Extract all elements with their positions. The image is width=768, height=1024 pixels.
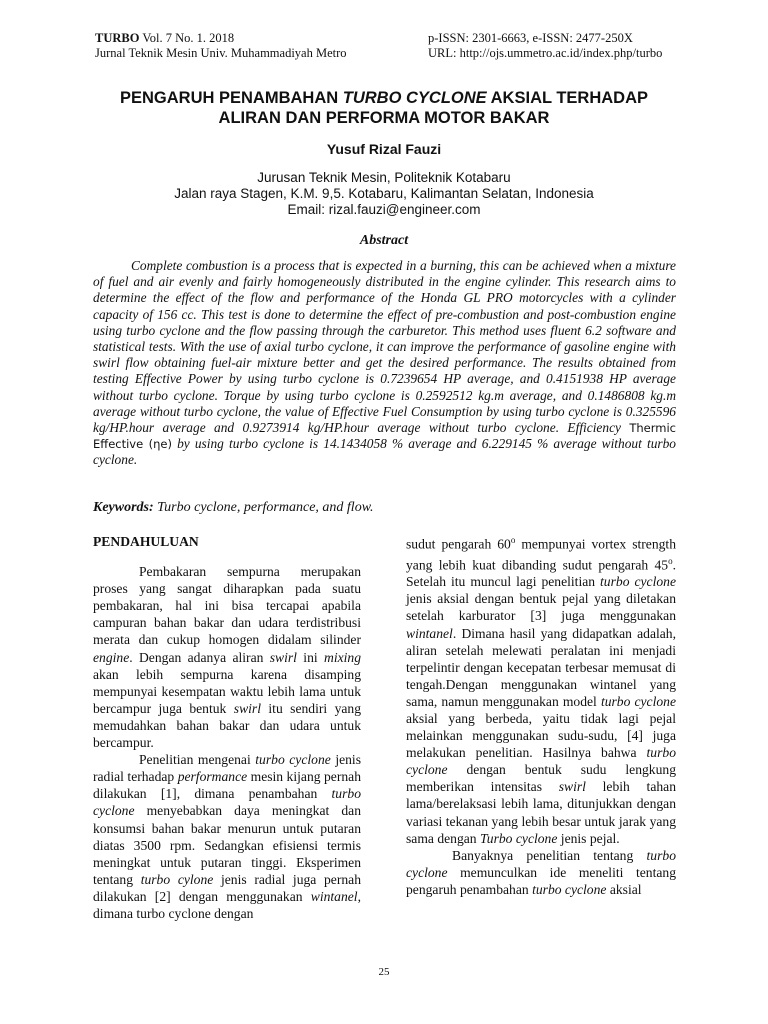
journal-url[interactable]: URL: http://ojs.ummetro.ac.id/index.php/turbo bbox=[428, 46, 663, 60]
affiliation-dept: Jurusan Teknik Mesin, Politeknik Kotabaru bbox=[257, 170, 511, 185]
body-paragraph: Banyaknya penelitian tentang turbo cyclone memunculkan ide meneliti tentang pengaruh penambahan turbo cyclone aksial bbox=[406, 847, 676, 897]
journal-name: TURBO bbox=[95, 31, 140, 45]
page-number: 25 bbox=[378, 966, 390, 978]
keywords bbox=[93, 500, 676, 516]
body-paragraph: Pembakaran sempurna merupakan proses yang sangat diharapkan pada suatu pembakaran, hal ini bisa tercapai apabila campuran bahan bakar dan udara terdistribusi merata dan cukup homogen didalam silinder engine. Dengan adanya aliran swirl ini mixing akan lebih sempurna karena disamping mempunyai kesempatan waktu lebih lama untuk bercampur juga bentuk swirl itu sendiri yang memudahkan bahan bakar dan udara untuk bercampur. bbox=[93, 564, 362, 751]
author-email[interactable]: Email: rizal.fauzi@engineer.com bbox=[287, 202, 481, 217]
affiliation bbox=[60, 170, 708, 218]
running-header-right bbox=[428, 31, 662, 61]
paper-title: PENGARUH PENAMBAHAN TURBO CYCLONE AKSIAL TERHADAP ALIRAN DAN PERFORMA MOTOR BAKAR bbox=[119, 89, 649, 127]
body-paragraph: Penelitian mengenai turbo cyclone jenis radial terhadap performance mesin kijang pernah dilakukan [1], dimana penambahan turbo cyclone menyebabkan daya meningkat dan konsumsi bahan bakar menurun untuk putaran diatas 3500 rpm. Sedangkan efisiensi termis meningkat untuk putaran tinggi. Eksperimen tentang turbo cylone jenis radial juga pernah dilakukan [2] dengan menggunakan wintanel, dimana turbo cyclone dengan bbox=[93, 752, 361, 921]
journal-issn: p-ISSN: 2301-6663, e-ISSN: 2477-250X bbox=[428, 31, 633, 45]
keywords-label: Keywords: bbox=[93, 500, 154, 515]
affiliation-address: Jalan raya Stagen, K.M. 9,5. Kotabaru, Kalimantan Selatan, Indonesia bbox=[174, 186, 594, 201]
section-heading: PENDAHULUAN bbox=[93, 534, 199, 549]
abstract-heading: Abstract bbox=[359, 233, 409, 248]
running-header-left bbox=[95, 31, 347, 61]
abstract-body: Complete combustion is a process that is expected in a burning, this can be achieved when a mixture of fuel and air evenly and fairly homogeneously distributed in the engine cylinder. This research aims to determine the effect of the flow and performance of the Honda GL PRO motorcycles with a cylinder capacity of 156 cc. This test is done to determine the effect of pre-combustion and post-combustion engine using turbo cyclone and the flow passing through the carburetor. This method uses fluent 6.2 software and statistical tests. With the use of axial turbo cyclone, it can improve the performance of gasoline engine with swirl flow obtaining fuel-air mixture better and get the desired performance. The results obtained from testing Effective Power by using turbo cyclone is 0.7239654 HP average, and 0.4151938 HP average without turbo cyclone. Torque by using turbo cyclone is 0.2592512 kg.m average, and 0.1486808 kg.m average without turbo cyclone, the value of Effective Fuel Consumption by using turbo cyclone is 0.325596 kg/HP.hour average and 0.9273914 kg/HP.hour average without turbo cyclone. Efficiency Thermic Effective (ηe) by using turbo cyclone is 14.1434058 % average and 6.229145 % average without turbo cyclone. bbox=[93, 258, 676, 468]
journal-full-name: Jurnal Teknik Mesin Univ. Muhammadiyah Metro bbox=[95, 46, 347, 60]
keywords-text: Turbo cyclone, performance, and flow. bbox=[153, 500, 374, 515]
thermic-effective-symbol: Thermic Effective (ηe) bbox=[93, 421, 676, 452]
author-name: Yusuf Rizal Fauzi bbox=[326, 141, 442, 157]
body-column-left bbox=[93, 533, 361, 922]
journal-volume: Vol. 7 No. 1. 2018 bbox=[142, 31, 235, 45]
body-column-right bbox=[406, 532, 676, 898]
body-paragraph: sudut pengarah 60$^o$ mempunyai vortex strength yang lebih kuat dibanding sudut pengarah 45$^o$. Setelah itu muncul lagi penelitian turbo cyclone jenis aksial dengan bentuk pejal yang diletakan setelah karburator [3] juga menggunakan wintanel. Dimana hasil yang didapatkan adalah, aliran setelah melewati peralatan ini menjadi terpelintir dengan kecepatan terbesar memusat di tengah.Dengan menggunakan wintanel yang sama, namun menggunakan model turbo cyclone aksial yang berbeda, yaitu tidak lagi pejal melainkan menggunakan sudu-sudu, [4] juga melakukan penelitian. Hasilnya bahwa turbo cyclone dengan bentuk sudu lengkung memberikan intensitas swirl lebih tahan lama/berelaksasi lebih lama, ditunjukkan dengan variasi tekanan yang lebih besar untuk jarak yang sama dengan Turbo cyclone jenis pejal. bbox=[406, 535, 676, 846]
